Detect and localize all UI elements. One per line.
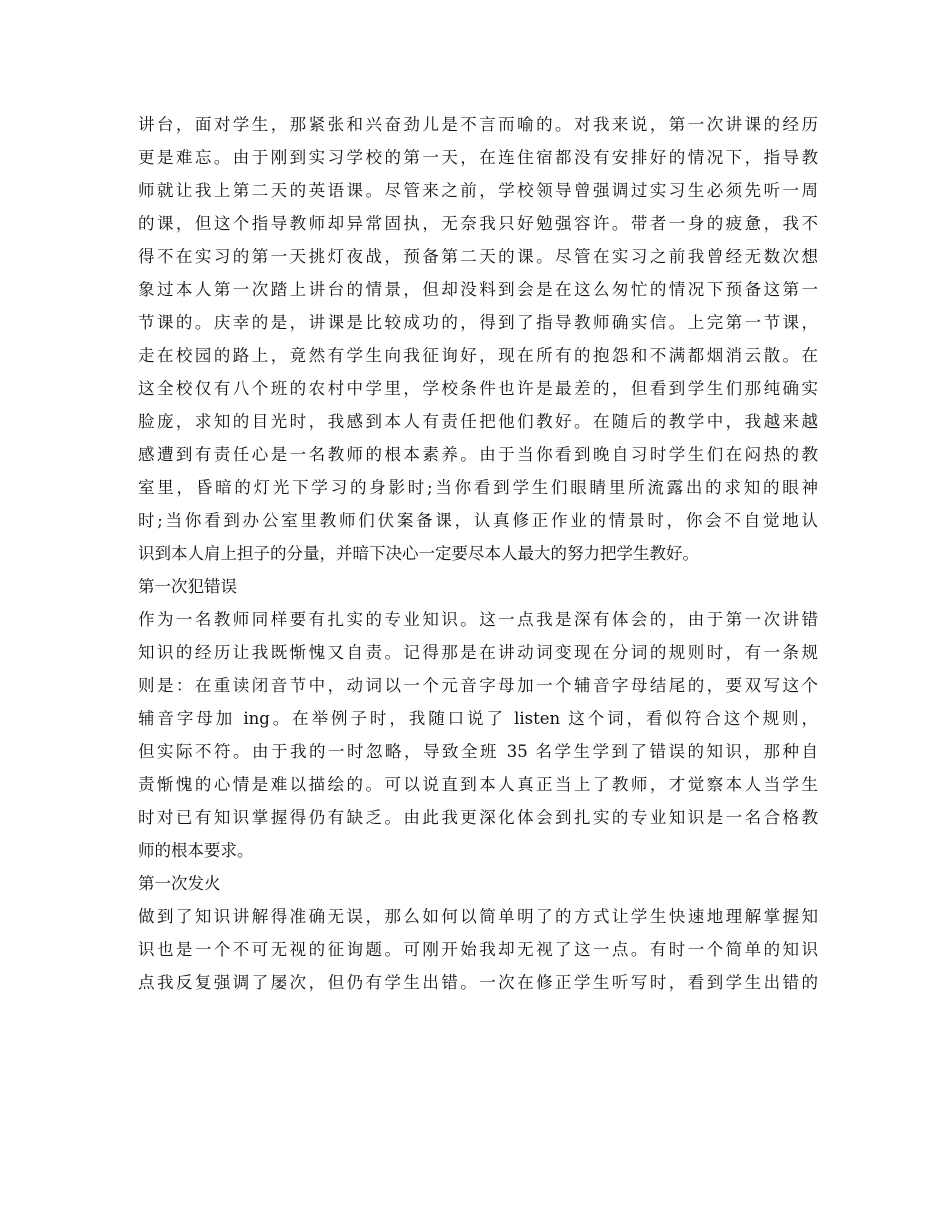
text-line: 但实际不符。由于我的一时忽略，导致全班 35 名学生学到了错误的知识，那种自 (138, 742, 818, 761)
text-line: 得不在实习的第一天挑灯夜战，预备第二天的课。尽管在实习之前我曾经无数次想 (138, 247, 818, 266)
section-heading-first-anger: 第一次发火 (138, 874, 221, 893)
paragraph-first-anger (138, 900, 818, 999)
text-line: 师就让我上第二天的英语课。尽管来之前，学校领导曾强调过实习生必须先听一周 (138, 181, 818, 200)
text-line: 这全校仅有八个班的农村中学里，学校条件也许是最差的，但看到学生们那纯确实 (138, 379, 818, 398)
text-line: 象过本人第一次踏上讲台的情景，但却没料到会是在这么匆忙的情况下预备这第一 (138, 280, 818, 299)
text-line: 时对已有知识掌握得仍有缺乏。由此我更深化体会到扎实的专业知识是一名合格教 (138, 808, 818, 827)
section-heading-first-mistake: 第一次犯错误 (138, 577, 237, 596)
text-line: 脸庞，求知的目光时，我感到本人有责任把他们教好。在随后的教学中，我越来越 (138, 412, 818, 431)
paragraph-first-mistake (138, 603, 818, 867)
text-line: 点我反复强调了屡次，但仍有学生出错。一次在修正学生听写时，看到学生出错的 (138, 973, 818, 992)
text-line: 室里，昏暗的灯光下学习的身影时;当你看到学生们眼睛里所流露出的求知的眼神 (138, 478, 818, 497)
text-line: 的课，但这个指导教师却异常固执，无奈我只好勉强容许。带者一身的疲惫，我不 (138, 214, 818, 233)
text-line: 做到了知识讲解得准确无误，那么如何以简单明了的方式让学生快速地理解掌握知 (138, 907, 818, 926)
text-line: 辅音字母加 ing。在举例子时，我随口说了 listen 这个词，看似符合这个规则， (138, 709, 818, 728)
text-line: 节课的。庆幸的是，讲课是比较成功的，得到了指导教师确实信。上完第一节课， (138, 313, 818, 332)
text-line: 识到本人肩上担子的分量，并暗下决心一定要尽本人最大的努力把学生教好。 (138, 544, 699, 563)
text-line: 走在校园的路上，竟然有学生向我征询好，现在所有的抱怨和不满都烟消云散。在 (138, 346, 818, 365)
paragraph-first-lesson (138, 108, 818, 570)
text-line: 更是难忘。由于刚到实习学校的第一天，在连住宿都没有安排好的情况下，指导教 (138, 148, 818, 167)
text-line: 作为一名教师同样要有扎实的专业知识。这一点我是深有体会的，由于第一次讲错 (138, 610, 818, 629)
document-page (138, 108, 818, 999)
text-line: 识也是一个不可无视的征询题。可刚开始我却无视了这一点。有时一个简单的知识 (138, 940, 818, 959)
text-line: 则是：在重读闭音节中，动词以一个元音字母加一个辅音字母结尾的，要双写这个 (138, 676, 818, 695)
text-line: 师的根本要求。 (138, 841, 254, 860)
text-line: 时;当你看到办公室里教师们伏案备课，认真修正作业的情景时，你会不自觉地认 (138, 511, 818, 530)
text-line: 感遭到有责任心是一名教师的根本素养。由于当你看到晚自习时学生们在闷热的教 (138, 445, 818, 464)
text-line: 知识的经历让我既惭愧又自责。记得那是在讲动词变现在分词的规则时，有一条规 (138, 643, 818, 662)
text-line: 讲台，面对学生，那紧张和兴奋劲儿是不言而喻的。对我来说，第一次讲课的经历 (138, 115, 818, 134)
text-line: 责惭愧的心情是难以描绘的。可以说直到本人真正当上了教师，才觉察本人当学生 (138, 775, 818, 794)
